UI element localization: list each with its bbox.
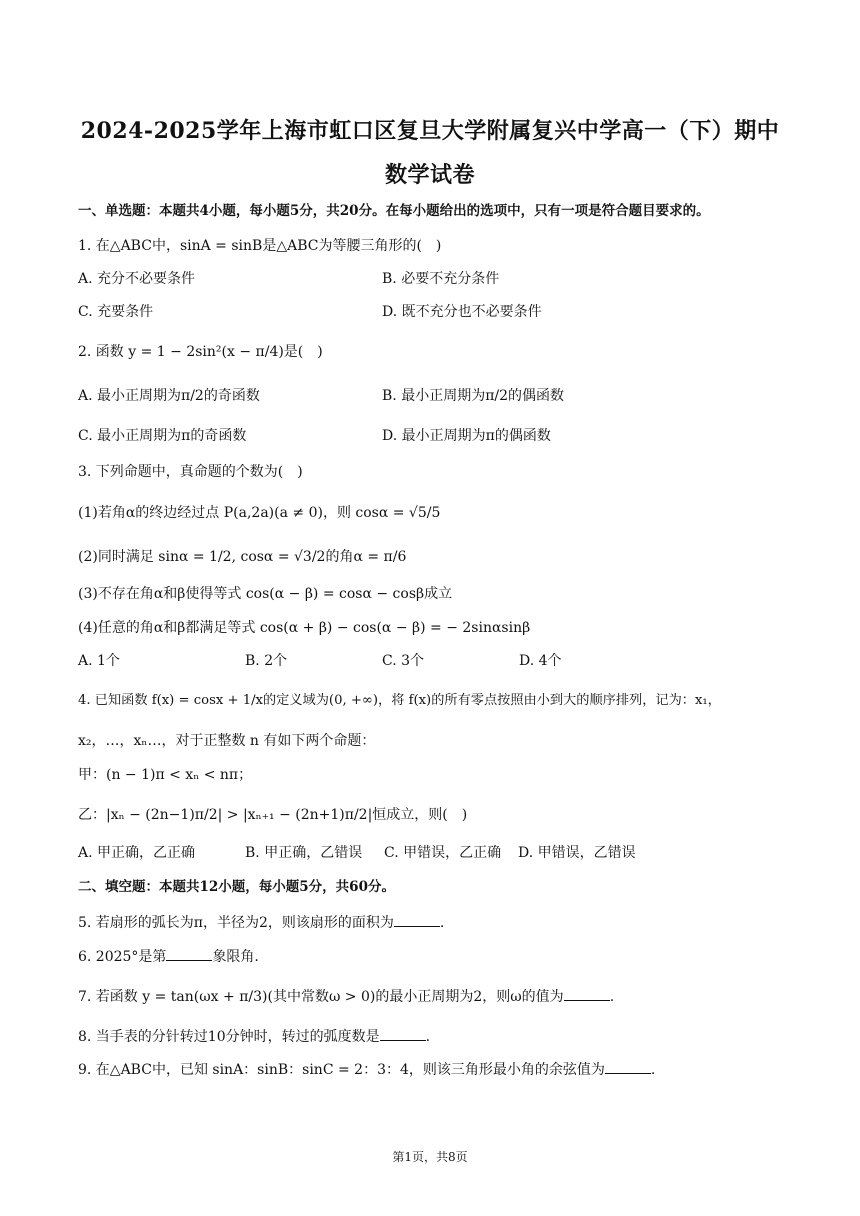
question-5-end: . (439, 915, 445, 931)
question-3-statement-2: (2)同时满足 sinα = 1/2, cosα = √3/2的角α = π/6 (78, 549, 407, 565)
question-7-end: . (609, 989, 615, 1005)
question-4-option-b: B. 甲正确，乙错误 (245, 845, 363, 861)
answer-blank (605, 1059, 651, 1074)
question-9-end: . (650, 1062, 656, 1078)
question-3-statement-3: (3)不存在角α和β使得等式 cos(α − β) = cosα − cosβ成立 (78, 586, 453, 602)
question-9 (78, 1059, 655, 1080)
question-4-stem-line1: 4. 已知函数 f(x) = cosx + 1/x的定义域为(0, +∞)，将 f(x)的所有零点按照由小到大的顺序排列，记为：x₁， (78, 693, 721, 708)
answer-blank (380, 1026, 426, 1041)
exam-title-line2: 数学试卷 (384, 162, 475, 188)
question-4-proposition-jia: 甲：(n − 1)π < xₙ < nπ； (78, 767, 253, 783)
section-single-choice-heading: 一、单选题：本题共4小题，每小题5分，共20分。在每小题给出的选项中，只有一项是符合题目要求的。 (78, 203, 710, 219)
answer-blank (166, 946, 212, 961)
question-3-option-c: C. 3个 (382, 653, 425, 669)
question-4-option-d: D. 甲错误，乙错误 (518, 845, 636, 861)
question-8-end: . (425, 1029, 431, 1045)
question-9-text: 9. 在△ABC中，已知 sinA：sinB：sinC = 2：3：4，则该三角形最小角的余弦值为 (78, 1062, 605, 1078)
question-5 (78, 912, 444, 933)
question-4-stem-line2: x₂，…，xₙ…，对于正整数 n 有如下两个命题： (78, 733, 376, 749)
question-6-text: 6. 2025°是第 (78, 949, 167, 965)
section-fill-in-heading: 二、填空题：本题共12小题，每小题5分，共60分。 (78, 879, 395, 895)
question-1-option-b: B. 必要不充分条件 (382, 271, 500, 287)
exam-title-line1: 2024-2025学年上海市虹口区复旦大学附属复兴中学高一（下）期中 (80, 118, 780, 144)
question-4-proposition-yi: 乙：|xₙ − (2n−1)π/2| > |xₙ₊₁ − (2n+1)π/2|恒成立，则( ) (78, 807, 468, 823)
answer-blank (564, 986, 610, 1001)
question-1-option-a: A. 充分不必要条件 (78, 271, 196, 287)
question-2-option-b: B. 最小正周期为π/2的偶函数 (382, 388, 565, 404)
question-2-option-c: C. 最小正周期为π的奇函数 (78, 428, 247, 444)
question-2-option-d: D. 最小正周期为π的偶函数 (382, 428, 551, 444)
question-2-option-a: A. 最小正周期为π/2的奇函数 (78, 388, 260, 404)
question-3-option-d: D. 4个 (519, 653, 562, 669)
page-footer: 第1页，共8页 (392, 1150, 468, 1164)
question-6 (78, 946, 259, 967)
question-7 (78, 986, 614, 1007)
question-3-option-a: A. 1个 (78, 653, 120, 669)
question-8 (78, 1026, 430, 1047)
question-1-stem: 1. 在△ABC中，sinA = sinB是△ABC为等腰三角形的( ) (78, 238, 442, 254)
question-4-option-c: C. 甲错误，乙正确 (384, 845, 502, 861)
answer-blank (394, 912, 440, 927)
question-3-option-b: B. 2个 (245, 653, 288, 669)
question-3-stem: 3. 下列命题中，真命题的个数为( ) (78, 464, 303, 480)
question-7-text: 7. 若函数 y = tan(ωx + π/3)(其中常数ω > 0)的最小正周期为2，则ω的值为 (78, 989, 564, 1005)
question-5-text: 5. 若扇形的弧长为π，半径为2，则该扇形的面积为 (78, 915, 394, 931)
question-4-option-a: A. 甲正确，乙正确 (78, 845, 196, 861)
question-1-option-c: C. 充要条件 (78, 304, 154, 320)
question-3-statement-1: (1)若角α的终边经过点 P(a,2a)(a ≠ 0)，则 cosα = √5/5 (78, 505, 441, 521)
question-1-option-d: D. 既不充分也不必要条件 (382, 304, 542, 320)
question-6-end: 象限角. (212, 949, 259, 965)
question-2-stem: 2. 函数 y = 1 − 2sin²(x − π/4)是( ) (78, 344, 323, 360)
question-3-statement-4: (4)任意的角α和β都满足等式 cos(α + β) − cos(α − β) = − 2sinαsinβ (78, 620, 531, 636)
question-8-text: 8. 当手表的分针转过10分钟时，转过的弧度数是 (78, 1029, 380, 1045)
